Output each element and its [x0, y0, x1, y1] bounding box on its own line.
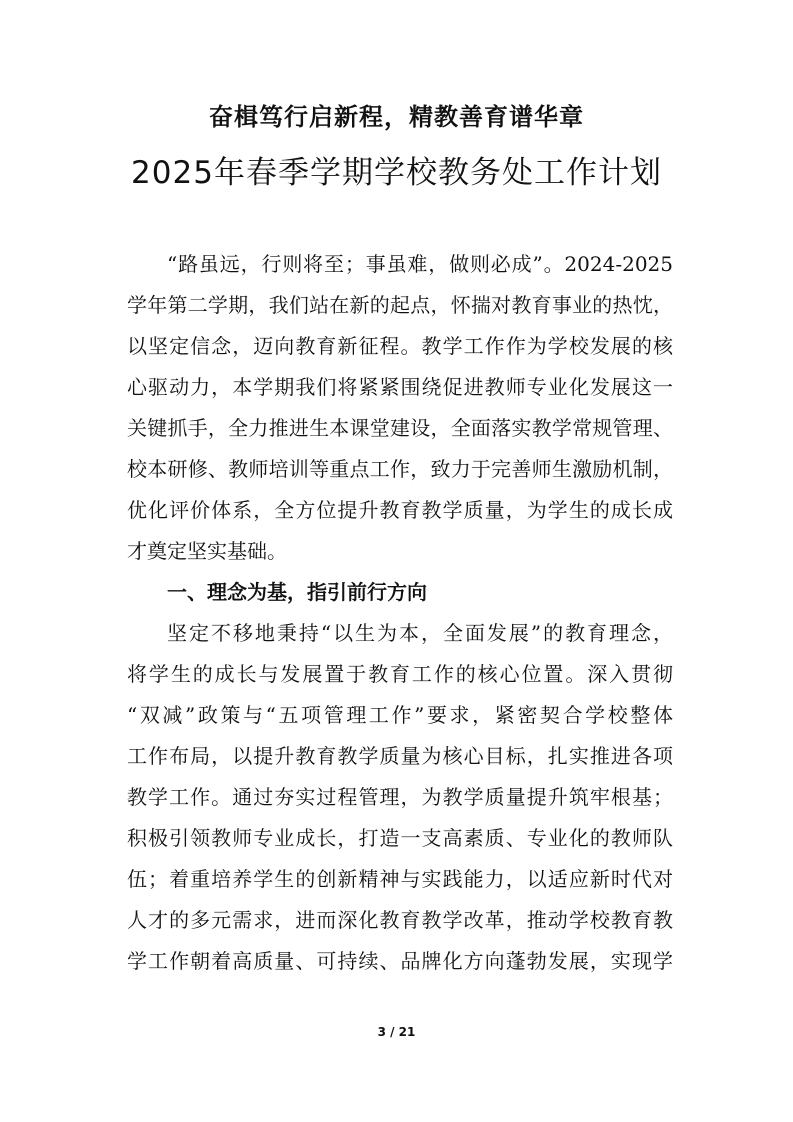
- section-paragraph-line: “双减”政策与“五项管理工作”要求，紧密契合学校整体: [127, 703, 673, 727]
- section-paragraph-line: 工作布局，以提升教育教学质量为核心目标，扎实推进各项: [127, 744, 673, 768]
- intro-paragraph-line: 学年第二学期，我们站在新的起点，怀揣对教育事业的热忱，: [127, 293, 673, 317]
- intro-paragraph-line: 校本研修、教师培训等重点工作，致力于完善师生激励机制，: [127, 457, 673, 481]
- intro-paragraph-line: 才奠定坚实基础。: [127, 539, 287, 563]
- section-paragraph-line: 坚定不移地秉持“以生为本，全面发展”的教育理念，: [167, 621, 673, 645]
- section-paragraph-line: 伍；着重培养学生的创新精神与实践能力，以适应新时代对: [127, 867, 673, 891]
- section-paragraph-line: 教学工作。通过夯实过程管理，为教学质量提升筑牢根基；: [127, 785, 673, 809]
- section-paragraph-line: 积极引领教师专业成长，打造一支高素质、专业化的教师队: [127, 826, 673, 850]
- section-paragraph-line: 将学生的成长与发展置于教育工作的核心位置。深入贯彻: [127, 662, 673, 686]
- intro-paragraph-line: 以坚定信念，迈向教育新征程。教学工作作为学校发展的核: [127, 334, 673, 358]
- document-title: 2025年春季学期学校教务处工作计划: [131, 155, 662, 191]
- page-number: 3 / 21: [377, 1025, 416, 1039]
- section-paragraph-line: 学工作朝着高质量、可持续、品牌化方向蓬勃发展，实现学: [127, 949, 673, 973]
- document-subtitle: 奋楫笃行启新程，精教善育谱华章: [209, 103, 584, 131]
- intro-paragraph-line: 关键抓手，全力推进生本课堂建设，全面落实教学常规管理、: [127, 416, 673, 440]
- section-paragraph-line: 人才的多元需求，进而深化教育教学改革，推动学校教育教: [127, 908, 673, 932]
- section-heading: 一、理念为基，指引前行方向: [167, 580, 427, 604]
- intro-paragraph-line: 心驱动力，本学期我们将紧紧围绕促进教师专业化发展这一: [127, 375, 673, 399]
- document-body: [127, 244, 673, 982]
- intro-paragraph-line: 优化评价体系，全方位提升教育教学质量，为学生的成长成: [127, 498, 673, 522]
- intro-paragraph-line: “路虽远，行则将至；事虽难，做则必成”。2024-2025: [167, 252, 673, 276]
